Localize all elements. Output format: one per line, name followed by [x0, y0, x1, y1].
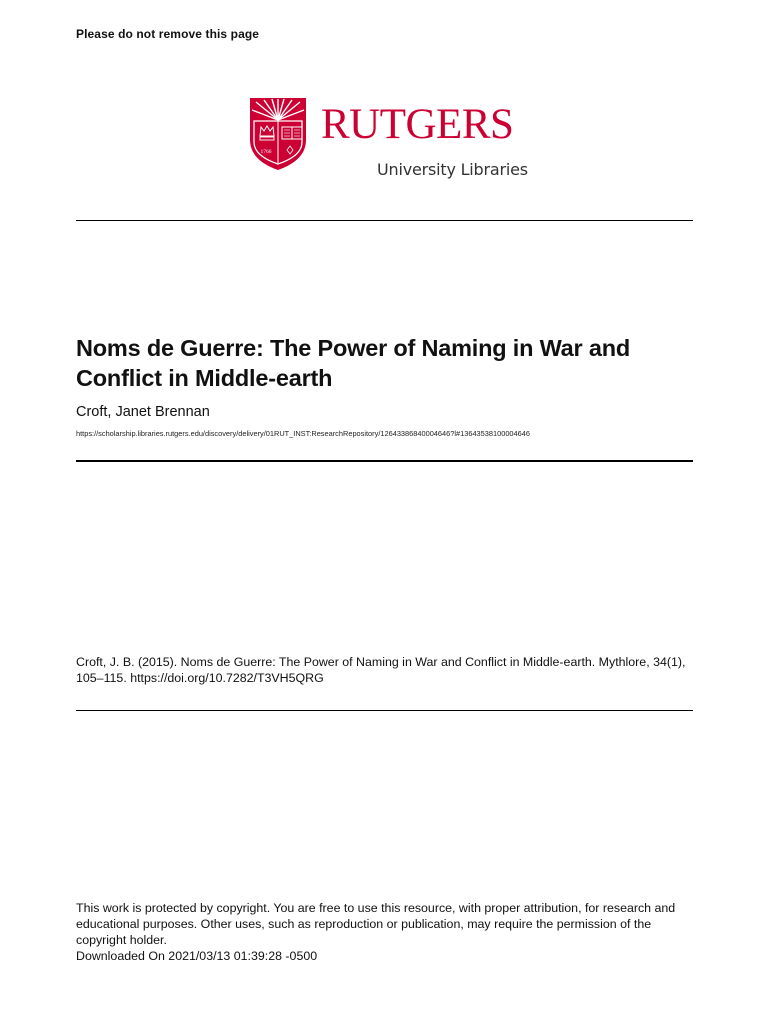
copyright-notice: This work is protected by copyright. You are free to use this resource, with proper attribution, for research and educational purposes. Other uses, such as reproduction or publication, may require the permission of the copyright holder. — [76, 901, 676, 947]
divider-bottom — [76, 710, 693, 711]
download-timestamp: Downloaded On 2021/03/13 01:39:28 -0500 — [76, 949, 318, 963]
rutgers-shield-icon — [248, 96, 308, 172]
divider-top — [76, 220, 693, 221]
seal-year: 1766 — [260, 149, 272, 155]
citation-text: Croft, J. B. (2015). Noms de Guerre: The Power of Naming in War and Conflict in Middle-earth. Mythlore, 34(1), 105–115. https://doi.org/10.7282/T3VH5QRG — [76, 655, 686, 685]
rutgers-wordmark: RUTGERS — [321, 101, 514, 148]
article-author: Croft, Janet Brennan — [76, 404, 210, 420]
university-libraries-label: University Libraries — [377, 160, 528, 179]
copyright-footer — [76, 900, 696, 964]
rutgers-libraries-logo — [248, 96, 528, 186]
divider-middle — [76, 460, 693, 462]
do-not-remove-notice: Please do not remove this page — [76, 27, 260, 41]
repository-url[interactable]: https://scholarship.libraries.rutgers.edu/discovery/delivery/01RUT_INST:ResearchRepository/12643386840004646?l#13643538100004646 — [76, 429, 530, 438]
article-title: Noms de Guerre: The Power of Naming in War and Conflict in Middle-earth — [76, 335, 631, 391]
